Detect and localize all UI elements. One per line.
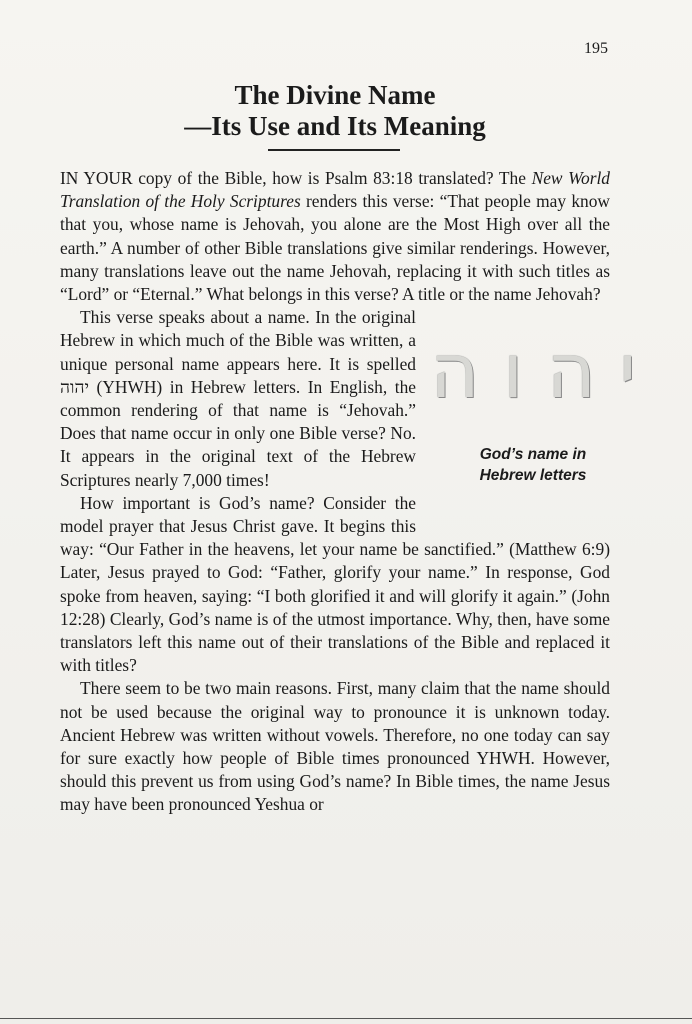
caption-line-1: God’s name in [479,446,587,464]
paragraph-1-text-a: IN YOUR copy of the Bible, how is Psalm 83:18 translated? The [60,168,532,188]
figure-caption [460,444,587,486]
paragraph-2-text-b: (YHWH) in Hebrew letters. In English, the common rendering of that name is “Jehovah.” Does that name occur in only one Bible verse? No. It appears in the original text of the Hebrew Scriptures nearly 7,000 times! [60,376,416,490]
hebrew-name-inline: יהוה [60,376,90,397]
paragraph-3: How important is God’s name? Consider the model prayer that Jesus Christ gave. It begins this way: “Our Father in the heavens, let your name be sanctified.” (Matthew 6:9) Later, Jesus prayed to God: “Father, glorify your name.” In response, God spoke from heaven, saying: “I both glorified it and will glorify it again.” (John 12:28) Clearly, God’s name is of the utmost importance. Why, then, have some translators left this name out of their translations of the Bible and replaced it with titles? [60,492,610,676]
book-title-italic: New World Translation of the Holy Scriptures [60,168,611,212]
title-line-2: —Its Use and Its Meaning [184,111,486,141]
hebrew-figure [429,326,637,526]
hebrew-letter-yod: י [619,326,637,416]
hebrew-letter-he: ה [546,326,597,416]
title-divider [268,149,400,151]
page-number: 195 [584,40,608,57]
paragraph-1-text-b: renders this verse: “That people may know that you, whose name is Jehovah, you alone are the Most High over all the earth.” A number of other Bible translations give similar renderings. However, many translations leave out the name Jehovah, replacing it with such titles as “Lord” or “Eternal.” What belongs in this verse? A title or the name Jehovah? [60,191,610,305]
body-text [60,167,637,817]
paragraph-1 [60,167,610,306]
tetragrammaton-image [429,326,637,424]
hebrew-letter-waw: ו [502,326,524,416]
paragraph-2 [60,306,637,492]
hebrew-letter-he-final: ה [429,326,480,416]
title-line-1: The Divine Name [234,80,436,110]
paragraph-2-text-a: This verse speaks about a name. In the original Hebrew in which much of the Bible was written, a unique personal name appears here. It is spelled [60,307,416,374]
caption-line-2: Hebrew letters [479,467,587,485]
page-title [110,80,560,142]
paragraph-4: There seem to be two main reasons. First, many claim that the name should not be used because the original way to pronounce it is unknown today. Ancient Hebrew was written without vowels. Therefore, no one today can say for sure exactly how people of Bible times pronounced YHWH. However, should this prevent us from using God’s name? In Bible times, the name Jesus may have been pronounced Yeshua or [60,678,610,815]
page-bottom-edge [0,1018,692,1019]
